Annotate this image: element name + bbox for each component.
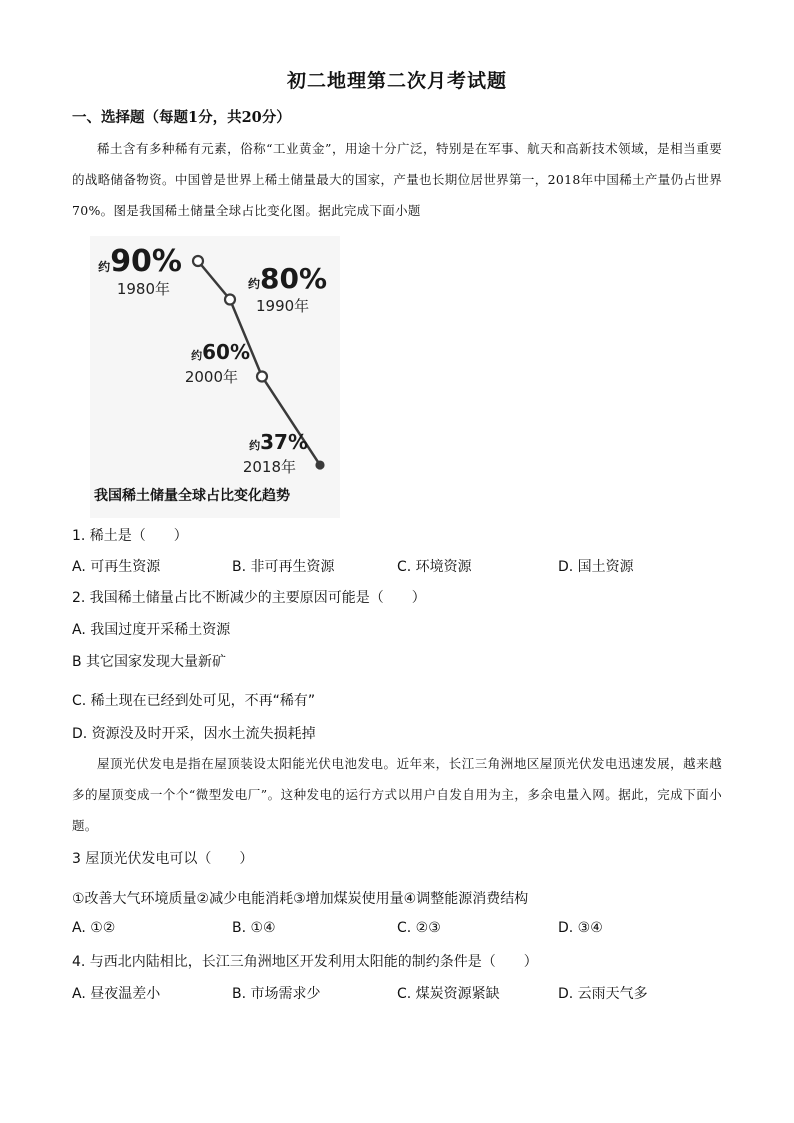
q3-option-d: D. ③④ [558,920,603,936]
question-4: 4. 与西北内陆相比，长江三角洲地区开发利用太阳能的制约条件是（ ） [72,954,538,970]
section-header: 一、选择题（每题1分，共20分） [72,109,291,126]
q2-option-d: D. 资源没及时开采，因水土流失损耗掉 [72,726,316,742]
chart-svg [90,236,340,518]
year-label-2000年: 2000年 [184,368,238,386]
q1-option-d: D. 国土资源 [558,559,634,575]
year-label-2018年: 2018年 [242,458,296,476]
q1-option-a: A. 可再生资源 [72,559,161,575]
data-label-2018年: 约37% [249,430,308,454]
data-point-2000年 [257,372,267,382]
q3-option-a: A. ①② [72,920,116,936]
page-title: 初二地理第二次月考试题 [286,70,507,92]
q4-option-d: D. 云雨天气多 [558,986,648,1002]
question-3: 3 屋顶光伏发电可以（ ） [72,851,254,867]
question-2: 2. 我国稀土储量占比不断减少的主要原因可能是（ ） [72,590,426,606]
rare-earth-chart [90,236,340,518]
data-point-1980年 [193,256,203,266]
passage-solar: 屋顶光伏发电是指在屋顶装设太阳能光伏电池发电。近年来，长江三角洲地区屋顶光伏发电迅速发展，越来越多的屋顶变成一个个“微型发电厂”。这种发电的运行方式以用户自发自用为主，多余电量入网。据此，完成下面小题。 [72,756,722,833]
q3-statements: ①改善大气环境质量②减少电能消耗③增加煤炭使用量④调整能源消费结构 [72,891,529,907]
data-point-2018年 [317,462,324,469]
year-label-1980年: 1980年 [116,280,170,298]
q4-option-c: C. 煤炭资源紧缺 [397,986,500,1002]
q1-option-b: B. 非可再生资源 [232,559,335,575]
q4-option-b: B. 市场需求少 [232,986,321,1002]
question-3-options [72,920,732,942]
q2-option-a: A. 我国过度开采稀土资源 [72,622,231,638]
question-1-options [72,556,732,578]
question-4-options [72,983,732,1005]
chart-title: 我国稀土储量全球占比变化趋势 [94,488,290,504]
q3-option-b: B. ①④ [232,920,276,936]
q3-option-c: C. ②③ [397,920,441,936]
q2-option-c: C. 稀土现在已经到处可见，不再“稀有” [72,693,316,709]
data-label-1980年: 约90% [98,244,182,279]
year-label-1990年: 1990年 [256,297,310,315]
data-point-1990年 [225,295,235,305]
q1-option-c: C. 环境资源 [397,559,472,575]
data-label-2000年: 约60% [191,340,250,364]
passage-rare-earth: 稀土含有多种稀有元素，俗称“工业黄金”，用途十分广泛，特别是在军事、航天和高新技术领域，是相当重要的战略储备物资。中国曾是世界上稀土储量最大的国家，产量也长期位居世界第一，2018年中国稀土产量仍占世界70%。图是我国稀土储量全球占比变化图。据此完成下面小题 [72,141,722,218]
q4-option-a: A. 昼夜温差小 [72,986,161,1002]
data-label-1990年: 约80% [248,262,328,295]
q2-option-b: B 其它国家发现大量新矿 [72,654,227,670]
question-1: 1. 稀土是（ ） [72,528,188,544]
